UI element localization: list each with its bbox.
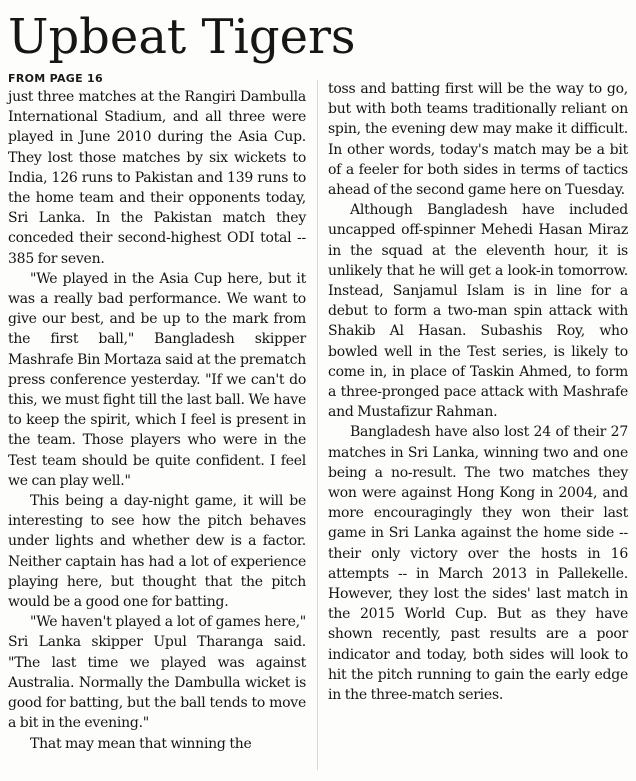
paragraph: This being a day-night game, it will be interesting to see how the pitch behaves under lights and whether dew is a factor. Neither captain has had a lot of experience playing here, but thought that the pitch would be a good one for batting. [8,493,306,611]
paragraph: That may mean that winning the [30,735,252,752]
continued-from-label: FROM PAGE 16 [8,72,103,85]
paragraph: Bangladesh have also lost 24 of their 27 matches in Sri Lanka, winning two and one being a no-result. The two matches they won were against Hong Kong in 2004, and more encouragingly they won their last game in Sri Lanka against the home side -- their only victory over the hosts in 16 attempts -- in March 2013 in Pallekelle. However, they lost the sides' last match in the 2015 World Cup. But as they have shown recently, past results are a poor indicator and today, both sides will look to hit the pitch running to gain the early edge in the three-match series. [328,424,628,704]
headline: Upbeat Tigers [8,9,356,65]
paragraph: "We played in the Asia Cup here, but it was a really bad performance. We want to give our best, and be up to the mark from the first ball," Bangladesh skipper Mashrafe Bin Mortaza said at the prematch press conference yesterday. "If we can't do this, we must fight till the last ball. We have to keep the spirit, which I feel is present in the team. Those players who were in the Test team should be quite confident. I feel we can play well." [8,270,306,489]
paragraph: toss and batting first will be the way to go, but with both teams traditionally reliant on spin, the evening dew may make it difficult. In other words, today's match may be a bit of a feeler for both sides in terms of tactics ahead of the second game here on Tuesday. [328,81,628,199]
paragraph: "We haven't played a lot of games here," Sri Lanka skipper Upul Tharanga said. "The last time we played was against Australia. Normally the Dambulla wicket is good for batting, but the ball tends to move a bit in the evening." [8,614,306,732]
column-divider [317,80,318,770]
article-column-left [8,87,306,754]
article-column-right [328,79,628,705]
paragraph: Although Bangladesh have included uncapped off-spinner Mehedi Hasan Miraz in the squad at the eleventh hour, it is unlikely that he will get a look-in tomorrow. Instead, Sanjamul Islam is in line for a debut to form a two-man spin attack with Shakib Al Hasan. Subashis Roy, who bowled well in the Test series, is likely to come in, in place of Taskin Ahmed, to form a three-pronged pace attack with Mashrafe and Mustafizur Rahman. [328,202,628,421]
paragraph: just three matches at the Rangiri Dambulla International Stadium, and all three were played in June 2010 during the Asia Cup. They lost those matches by six wickets to India, 126 runs to Pakistan and 139 runs to the home team and their opponents today, Sri Lanka. In the Pakistan match they conceded their second-highest ODI total -- 385 for seven. [8,89,306,267]
